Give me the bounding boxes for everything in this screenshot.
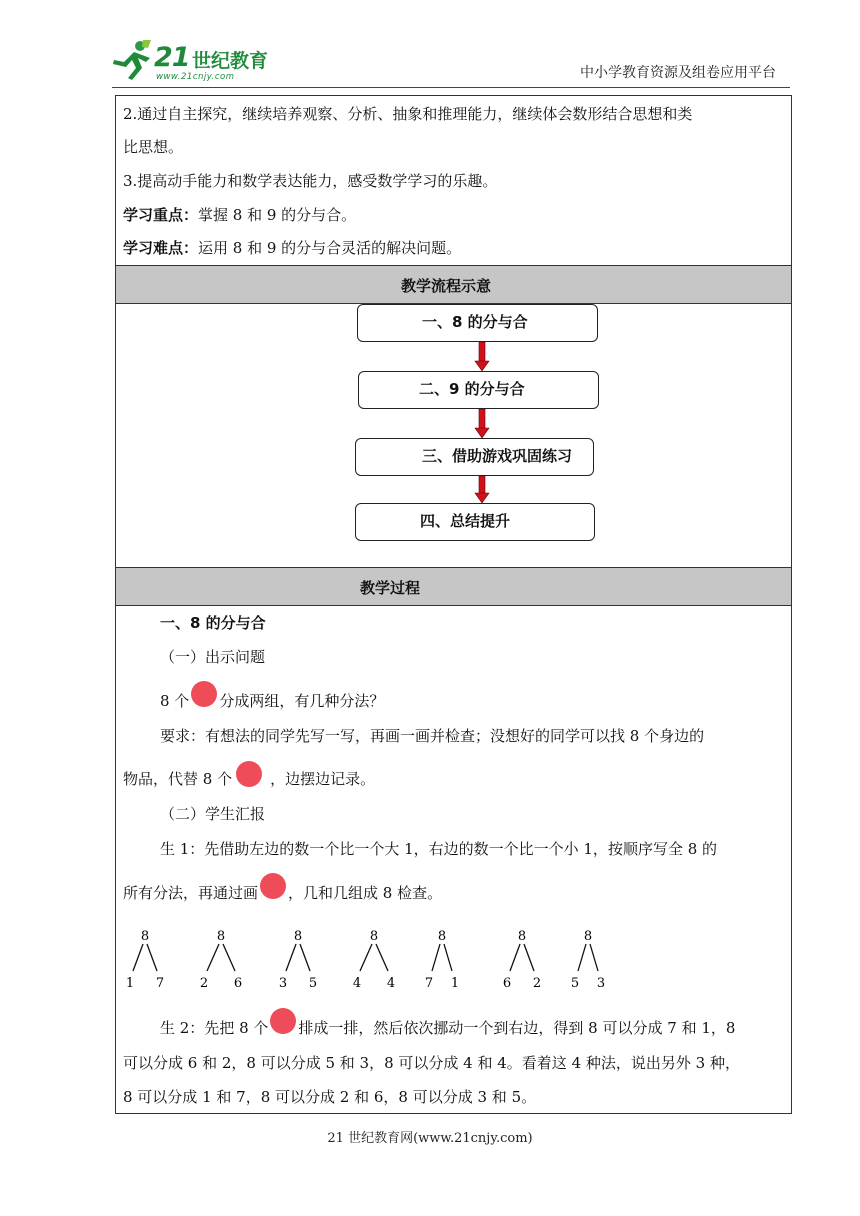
flow-step-2: [358, 371, 599, 409]
student1-line-1: 生 1：先借助左边的数一个比一个大 1，右边的数一个比一个小 1，按顺序写全 8 的: [160, 840, 718, 858]
branch-line: [444, 944, 452, 971]
goal-item-3: 3.提高动手能力和数学表达能力，感受数学学习的乐趣。: [123, 172, 498, 190]
flow-step-4: [355, 503, 595, 541]
branch-line: [147, 944, 157, 971]
runner-logo-icon: [110, 38, 154, 82]
flow-step-label: 一、8 的分与合: [422, 313, 528, 331]
right-part: 7: [155, 976, 165, 991]
left-part: 6: [502, 976, 512, 991]
total-number: 8: [583, 929, 593, 944]
section-title: 一、8 的分与合: [160, 614, 266, 632]
student2-line-3: 8 可以分成 1 和 7，8 可以分成 2 和 6，8 可以分成 3 和 5。: [123, 1088, 537, 1106]
right-part: 3: [596, 976, 606, 991]
logo-url: www.21cnjy.com: [156, 72, 235, 82]
process-band: [116, 567, 791, 605]
process-title: 教学过程: [360, 579, 421, 597]
right-part: 2: [532, 976, 542, 991]
student1-text: ，几和几组成 8 检查。: [288, 884, 443, 902]
decomposition-tree: [425, 929, 459, 991]
student2-line-2: 可以分成 6 和 2，8 可以分成 5 和 3，8 可以分成 4 和 4。看着这 4 种法，说出另外 3 种，: [123, 1054, 740, 1072]
student2-line-1: [160, 1015, 735, 1042]
student1-line-2: [123, 880, 442, 907]
branch-line: [590, 944, 598, 971]
difficulty-point: [123, 237, 461, 259]
decomposition-row: [0, 925, 860, 995]
decomposition-tree: [126, 929, 164, 991]
key-point-text: 掌握 8 和 9 的分与合。: [198, 206, 357, 224]
key-point-label: 学习重点：: [123, 206, 199, 224]
total-number: 8: [517, 929, 527, 944]
total-number: 8: [293, 929, 303, 944]
branch-line: [207, 944, 219, 971]
total-number: 8: [216, 929, 226, 944]
decomposition-diagrams: [0, 925, 860, 995]
branch-line: [376, 944, 388, 971]
red-dot-icon: [191, 681, 217, 707]
student1-text: 所有分法，再通过画: [123, 884, 259, 902]
branch-line: [133, 944, 143, 971]
right-part: 6: [233, 976, 243, 991]
key-point: [123, 204, 356, 226]
flow-arrow-down-icon: [474, 476, 490, 504]
divider: [116, 265, 791, 266]
branch-line: [360, 944, 372, 971]
difficulty-label: 学习难点：: [123, 239, 199, 257]
flow-step-label: 四、总结提升: [420, 512, 511, 530]
branch-line: [510, 944, 520, 971]
flow-step-label: 二、9 的分与合: [419, 380, 525, 398]
flow-step-label: 三、借助游戏巩固练习: [422, 447, 573, 465]
requirement-line-2: [123, 766, 375, 793]
left-part: 3: [278, 976, 288, 991]
left-part: 7: [424, 976, 434, 991]
question: [160, 688, 384, 715]
left-part: 2: [199, 976, 209, 991]
goal-item-2-line-2: 比思想。: [123, 138, 184, 156]
flow-arrow-down-icon: [474, 342, 490, 372]
subsection-title: （一）出示问题: [160, 648, 266, 666]
divider: [116, 605, 791, 606]
red-dot-icon: [236, 761, 262, 787]
decomposition-tree: [503, 929, 541, 991]
student2-text: 排成一排，然后依次挪动一个到右边，得到 8 可以分成 7 和 1，8: [298, 1019, 736, 1037]
right-part: 5: [308, 976, 318, 991]
branch-line: [524, 944, 534, 971]
platform-title: 中小学教育资源及组卷应用平台: [580, 65, 776, 81]
right-part: 4: [386, 976, 396, 991]
right-part: 1: [450, 976, 460, 991]
decomposition-tree: [279, 929, 317, 991]
flow-arrow-down-icon: [474, 409, 490, 439]
logo-text: 世纪教育: [192, 50, 269, 72]
logo-number: 21: [154, 42, 190, 73]
subsection-title: （二）学生汇报: [160, 805, 266, 823]
branch-line: [223, 944, 235, 971]
decomposition-tree: [571, 929, 605, 991]
left-part: 1: [125, 976, 135, 991]
decomposition-tree: [200, 929, 242, 991]
header-divider: [112, 87, 790, 88]
flow-title: 教学流程示意: [401, 277, 492, 295]
red-dot-icon: [260, 873, 286, 899]
divider: [116, 567, 791, 568]
flow-band: [116, 265, 791, 303]
difficulty-text: 运用 8 和 9 的分与合灵活的解决问题。: [198, 239, 462, 257]
branch-line: [286, 944, 296, 971]
requirement-line-1: 要求：有想法的同学先写一写，再画一画并检查；没想好的同学可以找 8 个身边的: [160, 727, 705, 745]
left-part: 4: [352, 976, 362, 991]
decomposition-tree: [353, 929, 395, 991]
requirement-text: ，边摆边记录。: [270, 770, 376, 788]
flow-step-3: [355, 438, 594, 476]
branch-line: [300, 944, 310, 971]
question-text: 8 个: [160, 692, 190, 710]
total-number: 8: [140, 929, 150, 944]
total-number: 8: [369, 929, 379, 944]
total-number: 8: [437, 929, 447, 944]
student2-text: 生 2：先把 8 个: [160, 1019, 269, 1037]
goal-item-2-line-1: 2.通过自主探究，继续培养观察、分析、抽象和推理能力，继续体会数形结合思想和类: [123, 105, 693, 123]
flow-step-1: [357, 304, 598, 342]
branch-line: [578, 944, 586, 971]
left-part: 5: [570, 976, 580, 991]
site-logo: [110, 36, 280, 84]
question-text: 分成两组，有几种分法？: [219, 692, 385, 710]
red-dot-icon: [270, 1008, 296, 1034]
requirement-text: 物品，代替 8 个: [123, 770, 233, 788]
branch-line: [432, 944, 440, 971]
footer: 21 世纪教育网(www.21cnjy.com): [327, 1131, 533, 1146]
